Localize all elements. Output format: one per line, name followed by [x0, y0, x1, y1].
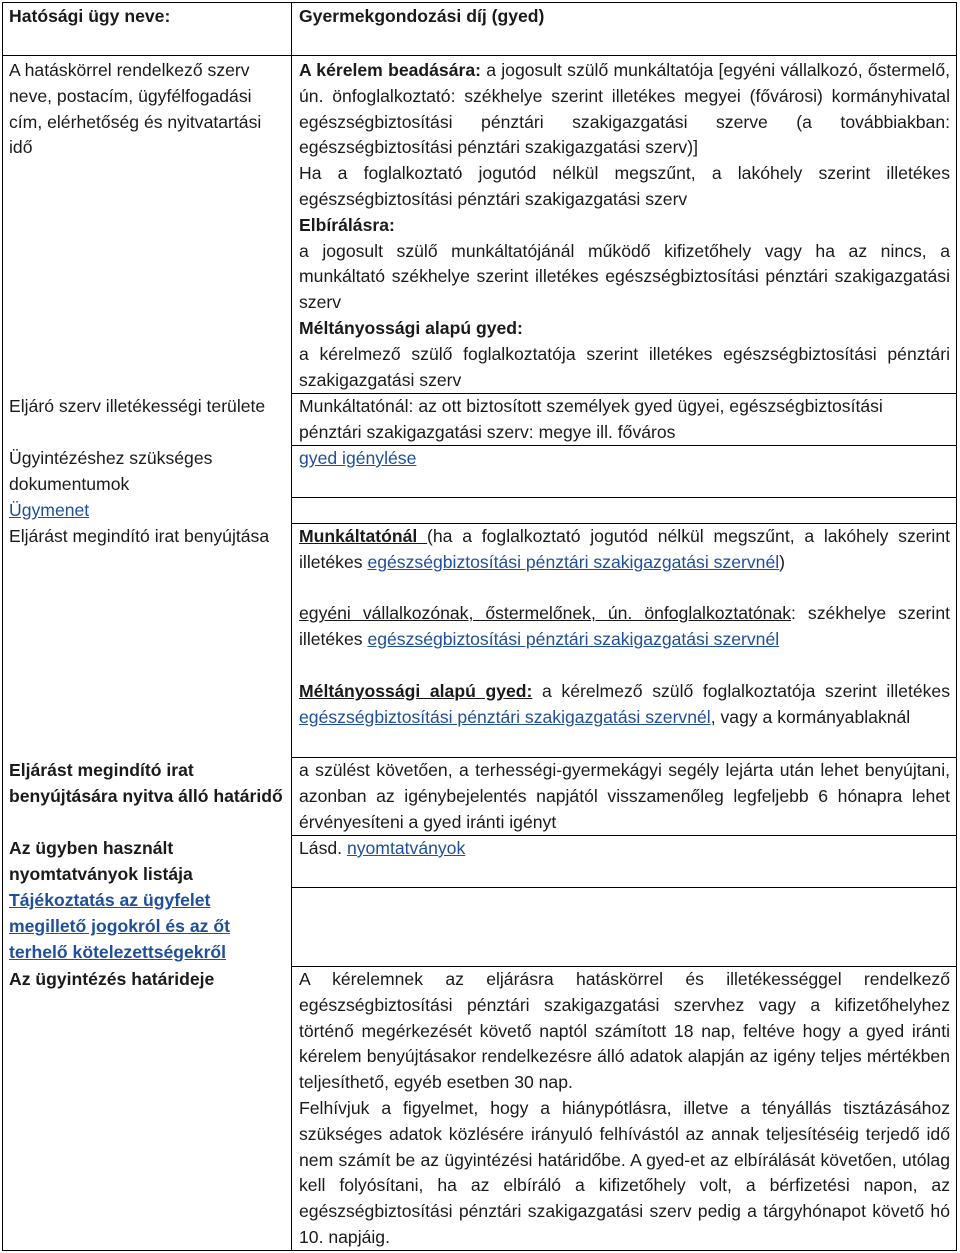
jurisdiction-value: Munkáltatónál: az ott biztosított személyek gyed ügyei, egészségbiztosítási pénztári szakigazgatási szerv: megye ill. főváros — [299, 396, 883, 442]
documents-label: Ügyintézéshez szükséges dokumentumok — [9, 448, 213, 494]
admin-deadline-paragraph-1: A kérelemnek az eljárásra hatáskörrel és illetékességgel rendelkező egészségbiztosítási pénztári szakigazgatási szervhez vagy a kifizetőhelyhez történő megérkezését követő naptól számított 18 nap, feltéve hogy a gyed iránti kérelem benyújtásakor rendelkezésre álló adatok alapján az igény teljes mértékben teljesíthető, egyéb esetben 30 nap. — [299, 969, 950, 1093]
row-divider — [291, 497, 957, 498]
gyed-request-link[interactable]: gyed igénylése — [299, 448, 417, 468]
table-border-top — [2, 2, 957, 3]
authority-value — [299, 58, 950, 393]
health-insurance-office-link[interactable]: egészségbiztosítási pénztári szakigazgatási szervnél — [367, 629, 780, 650]
submission-equity-text: a kérelmező szülő foglalkoztatója szerint illetékes — [532, 680, 950, 701]
spacer — [299, 653, 950, 679]
deadline-open-label: Eljárást megindító irat benyújtására nyitva álló határidő — [9, 760, 283, 806]
header-value: Gyermekgondozási díj (gyed) — [299, 6, 545, 26]
documents-value — [299, 446, 950, 472]
authority-dissolved-paragraph: Ha a foglalkoztató jogutód nélkül megszűnt, a lakóhely szerint illetékes egészségbiztosítási pénztári szakigazgatási szerv — [299, 163, 950, 209]
authority-submission-paragraph — [299, 58, 950, 161]
forms-link[interactable]: nyomtatványok — [346, 838, 466, 858]
submission-equity-paragraph — [299, 679, 950, 731]
submission-employer-heading: Munkáltatónál — [299, 526, 428, 546]
submission-employer-close: ) — [779, 551, 786, 572]
submission-selfemployed-paragraph — [299, 601, 950, 653]
forms-value — [299, 836, 950, 862]
forms-prefix: Lásd. — [299, 838, 347, 858]
submission-equity-heading: Méltányossági alapú gyed: — [299, 680, 533, 701]
authority-equity-heading: Méltányossági alapú gyed: — [299, 317, 523, 338]
process-link[interactable]: Ügymenet — [9, 500, 90, 520]
submission-selfemployed-heading: egyéni vállalkozónak, őstermelőnek, ún. önfoglalkoztatónak — [299, 603, 792, 624]
table-border-right — [956, 2, 957, 1251]
authority-assessment-heading: Elbírálásra: — [299, 214, 395, 235]
authority-submission-heading: A kérelem beadására: — [299, 60, 481, 80]
authority-assessment-text: a jogosult szülő munkáltatójánál működő kifizetőhely vagy ha az nincs, a munkáltató székhelye szerint illetékes egészségbiztosítási pénztári szakigazgatási szerv — [299, 240, 950, 313]
forms-label: Az ügyben használt nyomtatványok listája — [9, 838, 193, 884]
authority-label: A hatáskörrel rendelkező szerv neve, postacím, ügyfélfogadási cím, elérhetőség és nyitvatartási idő — [9, 60, 262, 158]
admin-deadline-label: Az ügyintézés határideje — [9, 969, 215, 989]
header-label: Hatósági ügy neve: — [9, 6, 171, 26]
health-insurance-office-link[interactable]: egészségbiztosítási pénztári szakigazgatási szervnél — [367, 551, 780, 572]
rights-link[interactable]: Tájékoztatás az ügyfelet megillető jogokról és az őt terhelő kötelezettségekről — [9, 890, 230, 962]
submission-equity-close: , vagy a kormányablaknál — [710, 706, 911, 727]
submission-employer-paragraph — [299, 524, 950, 576]
column-divider — [291, 2, 292, 1251]
table-border-left — [2, 2, 3, 1251]
spacer — [299, 576, 950, 602]
admin-deadline-paragraph-2: Felhívjuk a figyelmet, hogy a hiánypótlásra, illetve a tényállás tisztázásához szükséges adatok közlésére irányuló felhívástól az annak teljesítéséig terjedő idő nem számít be az ügyintézési határidőbe. A gyed-et az elbírálását követően, utólag kell folyósítani, ha az elbíráló a kifizetőhely volt, a bérfizetési napon, az egészségbiztosítási pénztári szakigazgatási szerv pedig a tárgyhónapot követő hó 10. napjáig. — [299, 1097, 950, 1247]
authority-equity-text: a kérelmező szülő foglalkoztatója szerint illetékes egészségbiztosítási pénztári szakigazgatási szerv — [299, 343, 950, 390]
submission-label: Eljárást megindító irat benyújtása — [9, 526, 270, 546]
deadline-open-value: a szülést követően, a terhességi-gyermekágyi segély lejárta után lehet benyújtani, azonban az igénybejelentés napjától visszamenőleg legfeljebb 6 hónapra lehet érvényesíteni a gyed iránti igényt — [299, 760, 950, 832]
submission-employer-text: (ha a foglalkoztató jogutód nélkül megszűnt, a lakóhely szerint illetékes — [299, 526, 950, 572]
authority-submission-text: a jogosult szülő munkáltatója [egyéni vállalkozó, őstermelő, ún. önfoglalkoztató: székhelye szerint illetékes megyei (fővárosi) kormányhivatal egészségbiztosítási pénztári szakigazgatási szerve (a továbbiakban: egészségbiztosítási pénztári szakigazgatási szerv)] — [299, 60, 950, 158]
submission-value — [299, 524, 950, 730]
row-divider — [2, 55, 957, 56]
health-insurance-office-link[interactable]: egészségbiztosítási pénztári szakigazgatási szervnél — [299, 706, 711, 727]
admin-deadline-value — [299, 967, 950, 1251]
jurisdiction-label: Eljáró szerv illetékességi területe — [9, 396, 266, 416]
row-divider — [291, 887, 957, 888]
submission-selfemployed-text: : székhelye szerint illetékes — [299, 603, 950, 650]
